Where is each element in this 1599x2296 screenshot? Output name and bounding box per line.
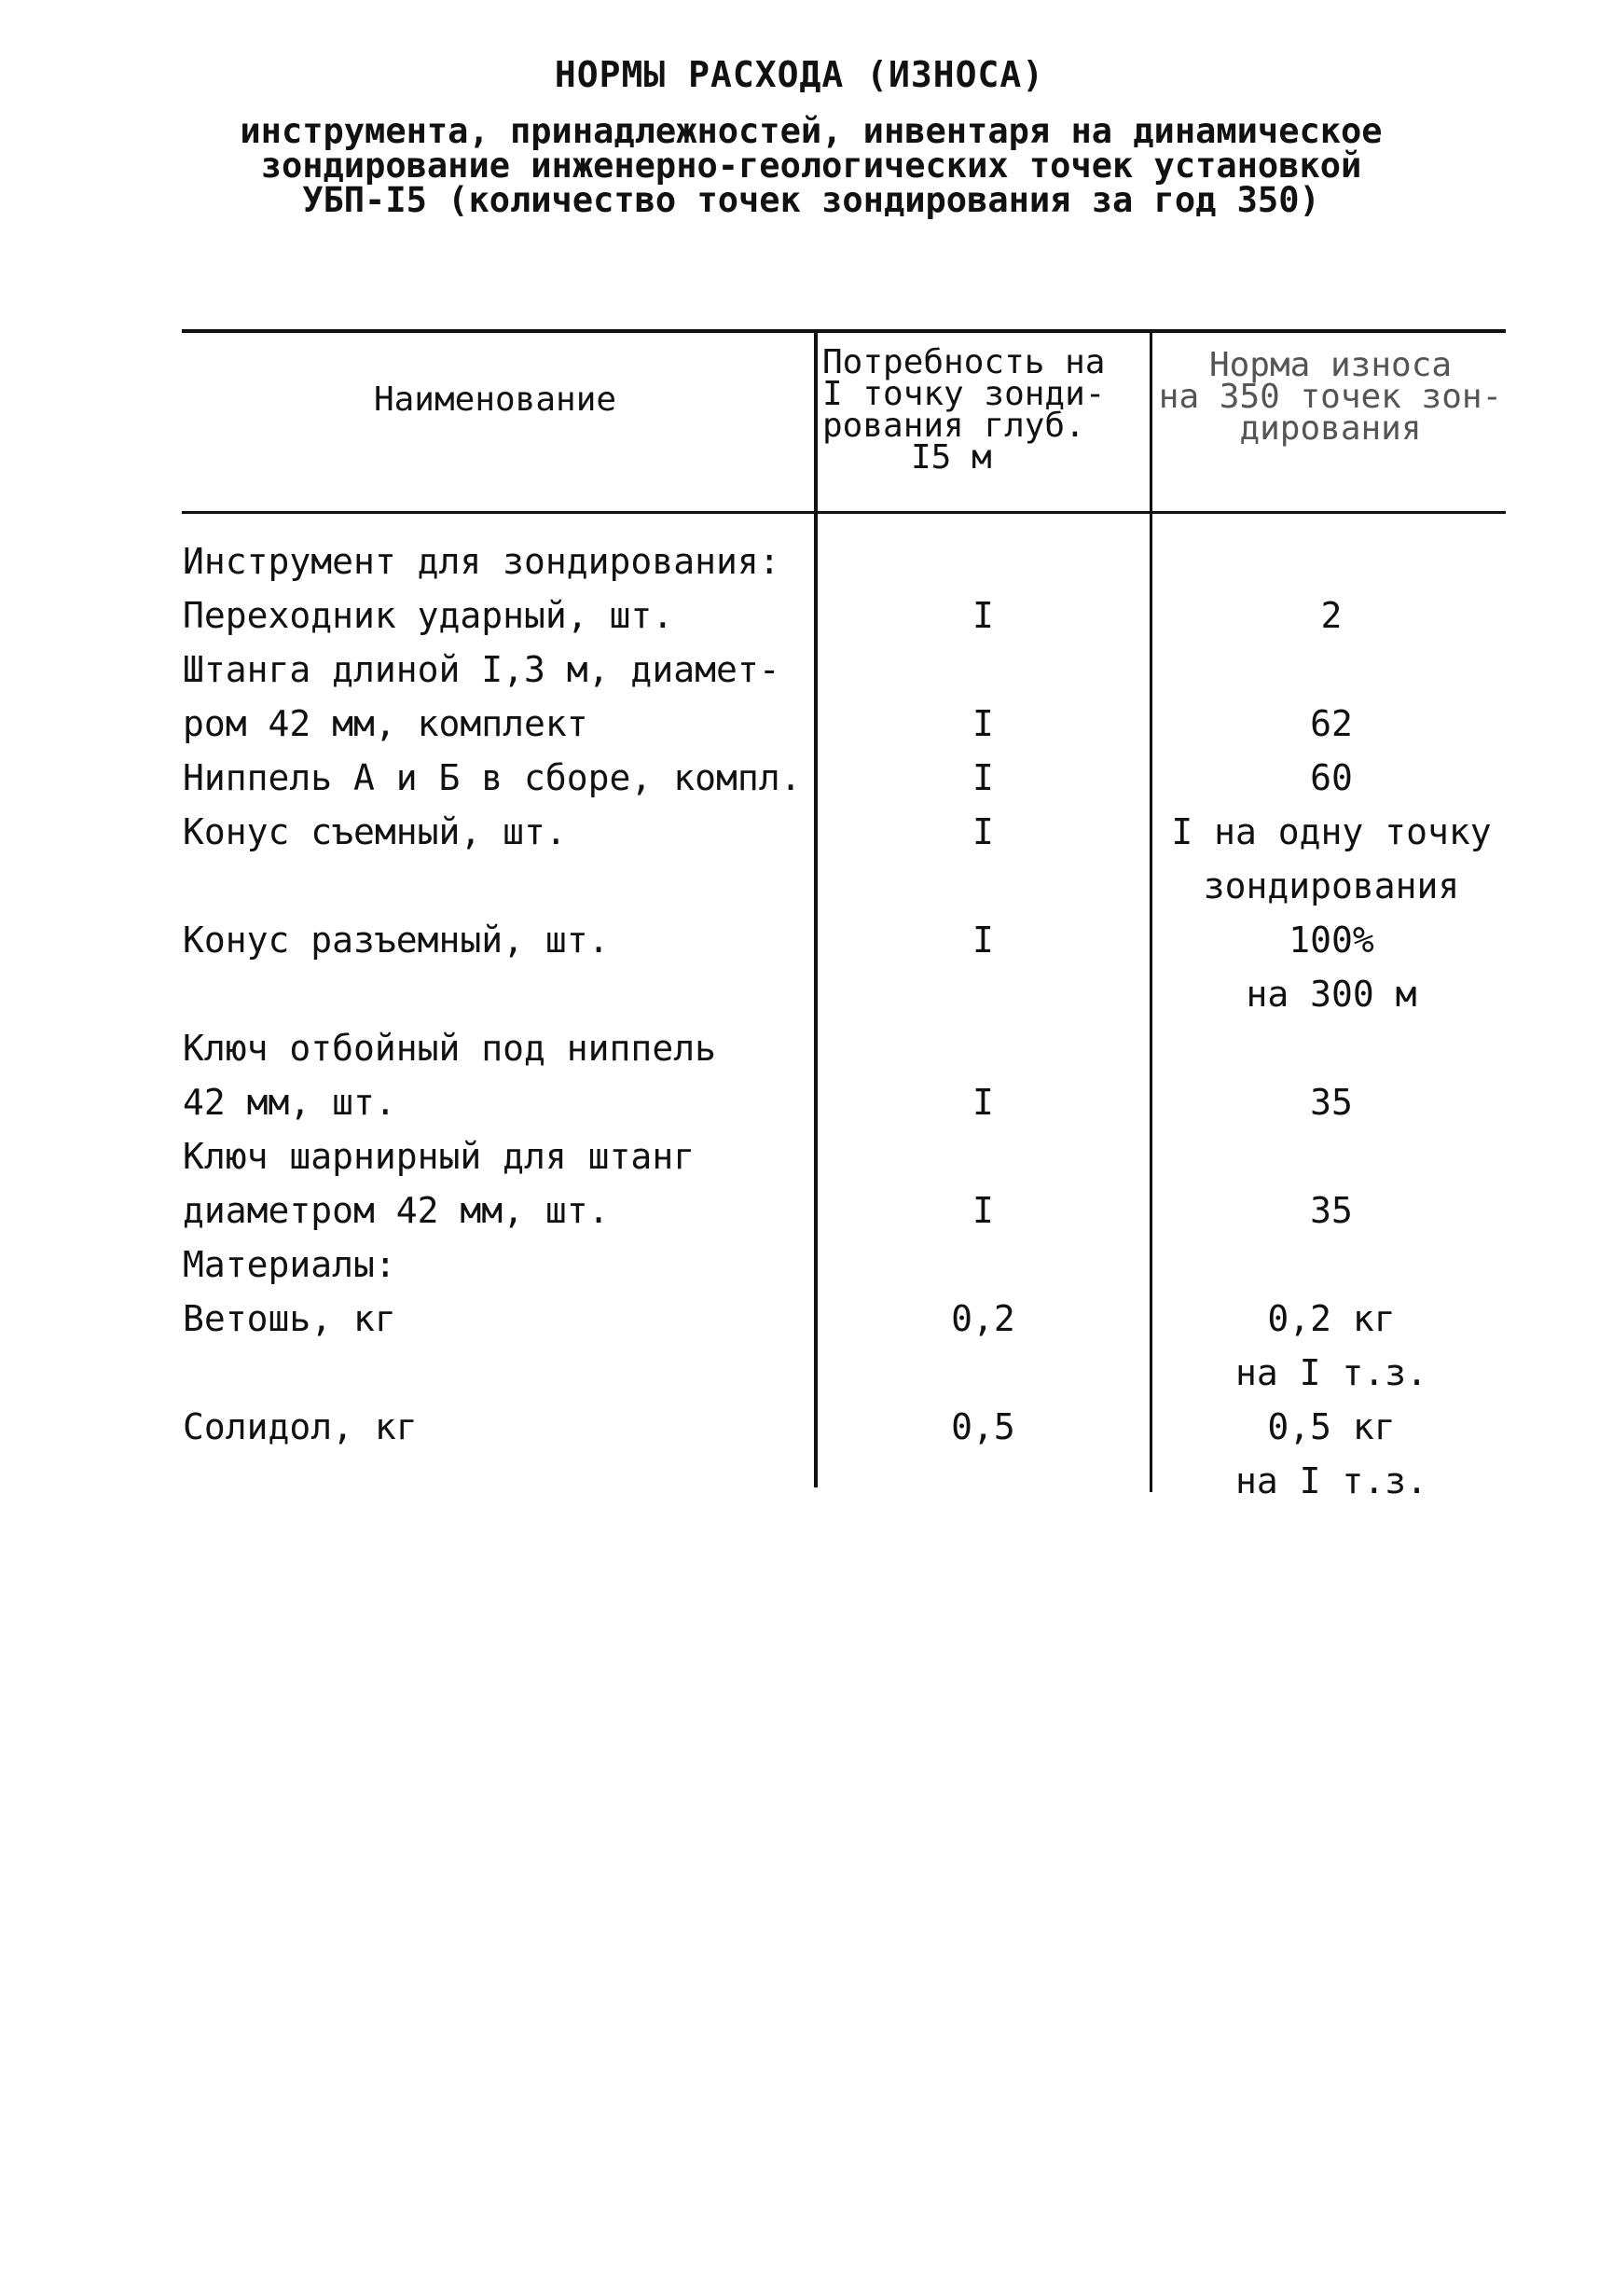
cell-name: Штанга длиной I,3 м, диамет- xyxy=(183,649,780,690)
header-norm-line: на 350 точек зон- xyxy=(1158,378,1503,416)
table-row xyxy=(0,1346,1599,1400)
header-need xyxy=(822,343,1144,477)
cell-need: I xyxy=(972,703,994,744)
header-norm xyxy=(1158,346,1503,448)
header-norm-line: Норма износа xyxy=(1208,346,1453,384)
header-need-line: I точку зонди- xyxy=(822,375,1106,413)
cell-norm: 100% xyxy=(1289,920,1374,961)
cell-need: 0,5 xyxy=(951,1406,1015,1447)
header-need-line: I5 м xyxy=(911,438,992,477)
cell-norm: 35 xyxy=(1310,1082,1353,1123)
cell-norm: на 300 м xyxy=(1246,974,1417,1015)
cell-name: Ниппель А и Б в сборе, компл. xyxy=(183,757,802,798)
table-row xyxy=(0,588,1599,643)
table-row xyxy=(0,1292,1599,1346)
cell-norm: 62 xyxy=(1310,703,1353,744)
cell-name: Ключ шарнирный для штанг xyxy=(183,1136,696,1177)
cell-need: 0,2 xyxy=(951,1298,1015,1339)
document-subtitle xyxy=(168,111,1454,220)
subtitle-line: инструмента, принадлежностей, инвентаря на динамическое xyxy=(240,111,1383,151)
table-row xyxy=(0,967,1599,1021)
cell-name: Инструмент для зондирования: xyxy=(183,541,780,582)
cell-need: I xyxy=(972,811,994,852)
table-row xyxy=(0,1129,1599,1183)
subtitle-line: зондирование инженерно-геологических точек установкой xyxy=(260,145,1362,186)
cell-name: Переходник ударный, шт. xyxy=(183,595,674,636)
subtitle-line: УБП-I5 (количество точек зондирования за год 350) xyxy=(302,180,1320,220)
cell-name: Ключ отбойный под ниппель xyxy=(183,1028,716,1069)
cell-name: 42 мм, шт. xyxy=(183,1082,396,1123)
cell-need: I xyxy=(972,1082,994,1123)
table-row xyxy=(0,1454,1599,1508)
header-need-line: рования глуб. xyxy=(822,407,1085,445)
table-row xyxy=(0,1238,1599,1292)
cell-need: I xyxy=(972,920,994,961)
table-row xyxy=(0,859,1599,913)
cell-name: Конус съемный, шт. xyxy=(183,811,567,852)
cell-norm: 60 xyxy=(1310,757,1353,798)
header-norm-line: дирования xyxy=(1239,409,1422,448)
cell-norm: 35 xyxy=(1310,1190,1353,1231)
header-name: Наименование xyxy=(373,380,617,419)
table-row xyxy=(0,534,1599,588)
cell-need: I xyxy=(972,1190,994,1231)
table-row xyxy=(0,913,1599,967)
cell-need: I xyxy=(972,757,994,798)
cell-name: диаметром 42 мм, шт. xyxy=(183,1190,610,1231)
cell-name: Ветошь, кг xyxy=(183,1298,396,1339)
cell-norm: зондирования xyxy=(1203,865,1460,906)
table-row xyxy=(0,1021,1599,1075)
table-row xyxy=(0,1400,1599,1454)
header-need-line: Потребность на xyxy=(822,343,1106,381)
cell-norm: I на одну точку xyxy=(1171,811,1492,852)
cell-norm: 2 xyxy=(1320,595,1343,636)
cell-name: Конус разъемный, шт. xyxy=(183,920,610,961)
cell-norm: 0,2 кг xyxy=(1267,1298,1396,1339)
table-row xyxy=(0,1183,1599,1238)
table-row xyxy=(0,697,1599,751)
document-title: НОРМЫ РАСХОДА (ИЗНОСА) xyxy=(554,54,1045,95)
cell-name: Солидол, кг xyxy=(183,1406,418,1447)
cell-norm: 0,5 кг xyxy=(1267,1406,1396,1447)
table-header-rule xyxy=(182,511,1506,514)
table-row xyxy=(0,643,1599,697)
cell-need: I xyxy=(972,595,994,636)
cell-name: ром 42 мм, комплект xyxy=(183,703,588,744)
cell-name: Материалы: xyxy=(183,1244,396,1285)
table-top-rule xyxy=(182,329,1506,333)
table-row xyxy=(0,751,1599,805)
table-row xyxy=(0,1075,1599,1129)
cell-norm: на I т.з. xyxy=(1235,1460,1427,1501)
table-row xyxy=(0,805,1599,859)
cell-norm: на I т.з. xyxy=(1235,1352,1427,1393)
